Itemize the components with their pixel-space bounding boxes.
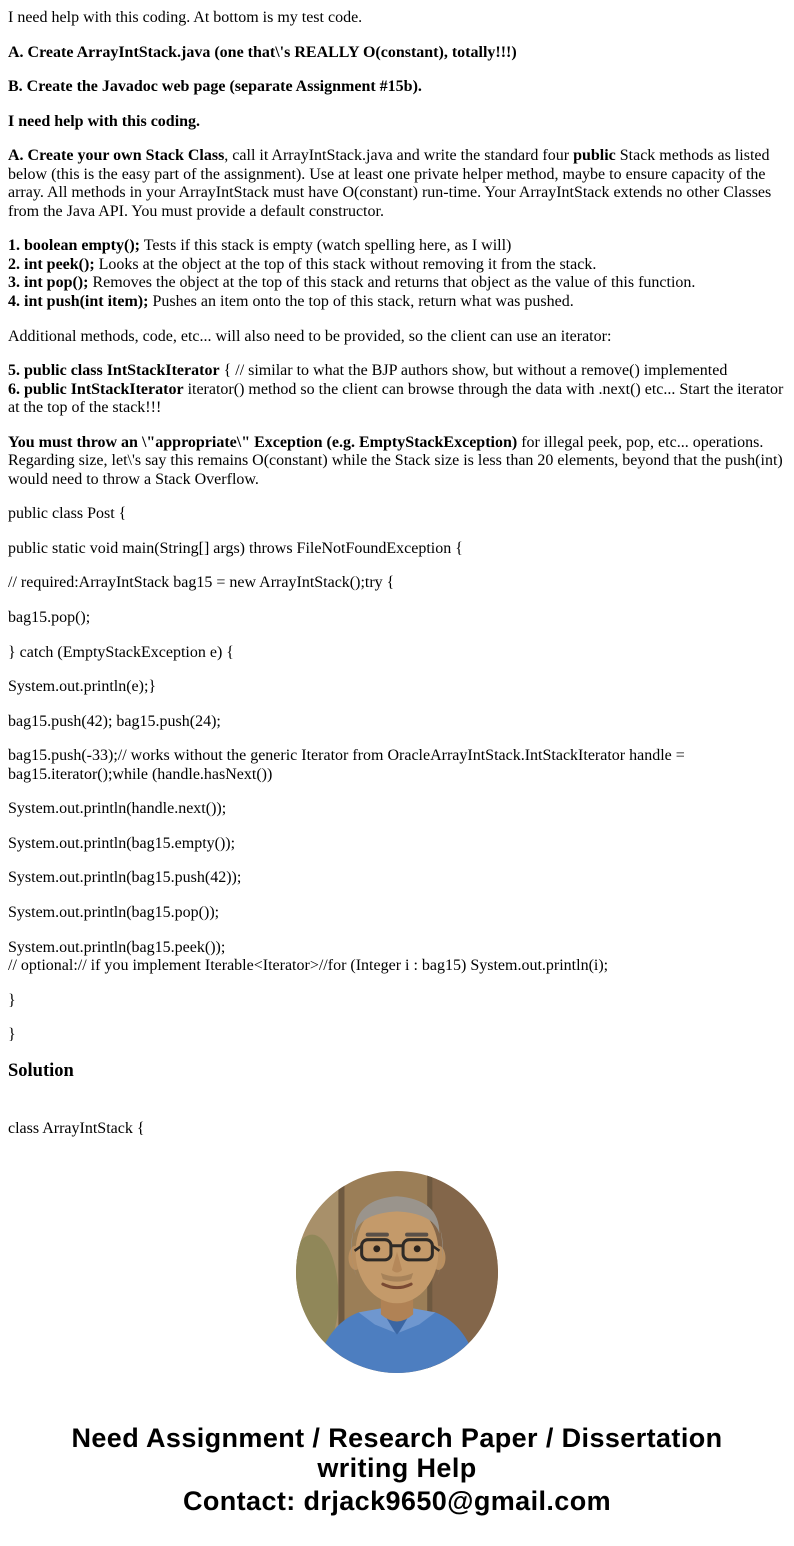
- paragraph: [8, 678, 786, 697]
- text-run: System.out.println(bag15.push(42));: [8, 869, 242, 887]
- avatar-row: [0, 1171, 794, 1373]
- text-run: I need help with this coding. At bottom is my test code.: [8, 9, 363, 26]
- text-run: Stack methods as listed below (this is the easy part of the assignment). Use at least one private helper method, maybe to ensure capacity of the array. All methods in your ArrayIntStack must have O(constant) run-time. Your ArrayIntStack extends no other Classes from the Java API. You must provide a default constructor.: [8, 147, 772, 220]
- text-run: bag15.push(-33);// works without the generic Iterator from OracleArrayIntStack.IntStackIterator handle = bag15.iterator();while (handle.hasNext()): [8, 747, 685, 783]
- paragraph: [8, 904, 786, 923]
- text-run: public: [573, 147, 616, 165]
- text-run: System.out.println(bag15.peek());: [8, 938, 226, 956]
- paragraph: [8, 1120, 786, 1139]
- text-run: Removes the object at the top of this stack and returns that object as the value of this function.: [88, 274, 696, 292]
- paragraph: [8, 800, 786, 819]
- paragraph: [8, 1026, 786, 1045]
- paragraph: [8, 540, 786, 559]
- text-run: bag15.pop();: [8, 609, 91, 627]
- text-run: // required:ArrayIntStack bag15 = new ArrayIntStack();try {: [8, 574, 395, 592]
- text-run: public static void main(String[] args) throws FileNotFoundException {: [8, 539, 463, 557]
- paragraph: [8, 574, 786, 593]
- banner-headline: Need Assignment / Research Paper / Dissertation writing Help: [71, 1422, 723, 1484]
- text-run: System.out.println(e);}: [8, 678, 157, 696]
- paragraph: [8, 328, 786, 347]
- paragraph: [8, 434, 786, 490]
- text-run: I need help with this coding.: [8, 112, 201, 130]
- text-run: System.out.println(bag15.empty());: [8, 834, 236, 852]
- paragraph: [8, 869, 786, 888]
- text-run: A. Create your own Stack Class: [8, 147, 225, 165]
- paragraph: [8, 992, 786, 1011]
- paragraph: [8, 362, 786, 418]
- contact-banner: [32, 1423, 762, 1546]
- paragraph: [8, 44, 786, 63]
- text-run: 1. boolean empty();: [8, 237, 140, 255]
- avatar-photo: [296, 1171, 498, 1373]
- text-run: 4. int push(int item);: [8, 293, 149, 311]
- paragraph: [8, 505, 786, 524]
- text-run: for illegal peek, pop, etc... operations. Regarding size, let\'s say this remains O(constant) while the Stack size is less than 20 elements, beyond that the push(int) would need to throw a Stack Overflow.: [8, 433, 783, 488]
- assignment-document: [0, 9, 794, 1139]
- paragraph: [8, 113, 786, 132]
- text-run: iterator() method so the client can browse through the data with .next() etc... Start the iterator at the top of the stack!!!: [8, 380, 784, 417]
- paragraph: [8, 939, 786, 976]
- paragraph: [8, 644, 786, 663]
- text-run: bag15.push(42); bag15.push(24);: [8, 712, 221, 730]
- paragraph: [8, 237, 786, 311]
- text-run: Solution: [8, 1060, 74, 1081]
- text-run: System.out.println(bag15.pop());: [8, 903, 220, 921]
- portrait-illustration: [296, 1171, 498, 1373]
- text-run: B. Create the Javadoc web page (separate Assignment #15b).: [8, 78, 422, 96]
- solution-heading: [8, 1061, 786, 1082]
- text-run: Pushes an item onto the top of this stack, return what was pushed.: [148, 293, 574, 311]
- text-run: class ArrayIntStack {: [8, 1120, 145, 1138]
- text-run: 3. int pop();: [8, 274, 89, 292]
- text-run: You must throw an \"appropriate\" Exception (e.g. EmptyStackException): [8, 433, 518, 451]
- text-run: 2. int peek();: [8, 255, 95, 273]
- text-run: { // similar to what the BJP authors show, but without a remove() implemented: [219, 362, 728, 380]
- text-run: Additional methods, code, etc... will also need to be provided, so the client can use an iterator:: [8, 327, 612, 345]
- paragraph: [8, 747, 786, 784]
- text-run: Tests if this stack is empty (watch spelling here, as I will): [139, 237, 512, 255]
- text-run: public class Post {: [8, 505, 127, 523]
- text-run: } catch (EmptyStackException e) {: [8, 643, 234, 661]
- text-run: }: [8, 1026, 16, 1044]
- text-run: Looks at the object at the top of this stack without removing it from the stack.: [94, 255, 597, 273]
- text-run: // optional:// if you implement Iterable<Iterator>//for (Integer i : bag15) System.out.println(i);: [8, 957, 609, 975]
- text-run: A. Create ArrayIntStack.java (one that\'s REALLY O(constant), totally!!!): [8, 43, 517, 61]
- paragraph: [8, 9, 786, 28]
- paragraph: [8, 713, 786, 732]
- text-run: 6. public IntStackIterator: [8, 380, 184, 398]
- paragraph: [8, 78, 786, 97]
- text-run: System.out.println(handle.next());: [8, 800, 227, 818]
- paragraph: [8, 609, 786, 628]
- text-run: 5. public class IntStackIterator: [8, 362, 220, 380]
- paragraph: [8, 835, 786, 854]
- text-run: , call it ArrayIntStack.java and write the standard four: [224, 147, 574, 165]
- text-run: }: [8, 991, 16, 1009]
- paragraph: [8, 147, 786, 221]
- banner-contact-email: Contact: drjack9650@gmail.com: [182, 1485, 612, 1516]
